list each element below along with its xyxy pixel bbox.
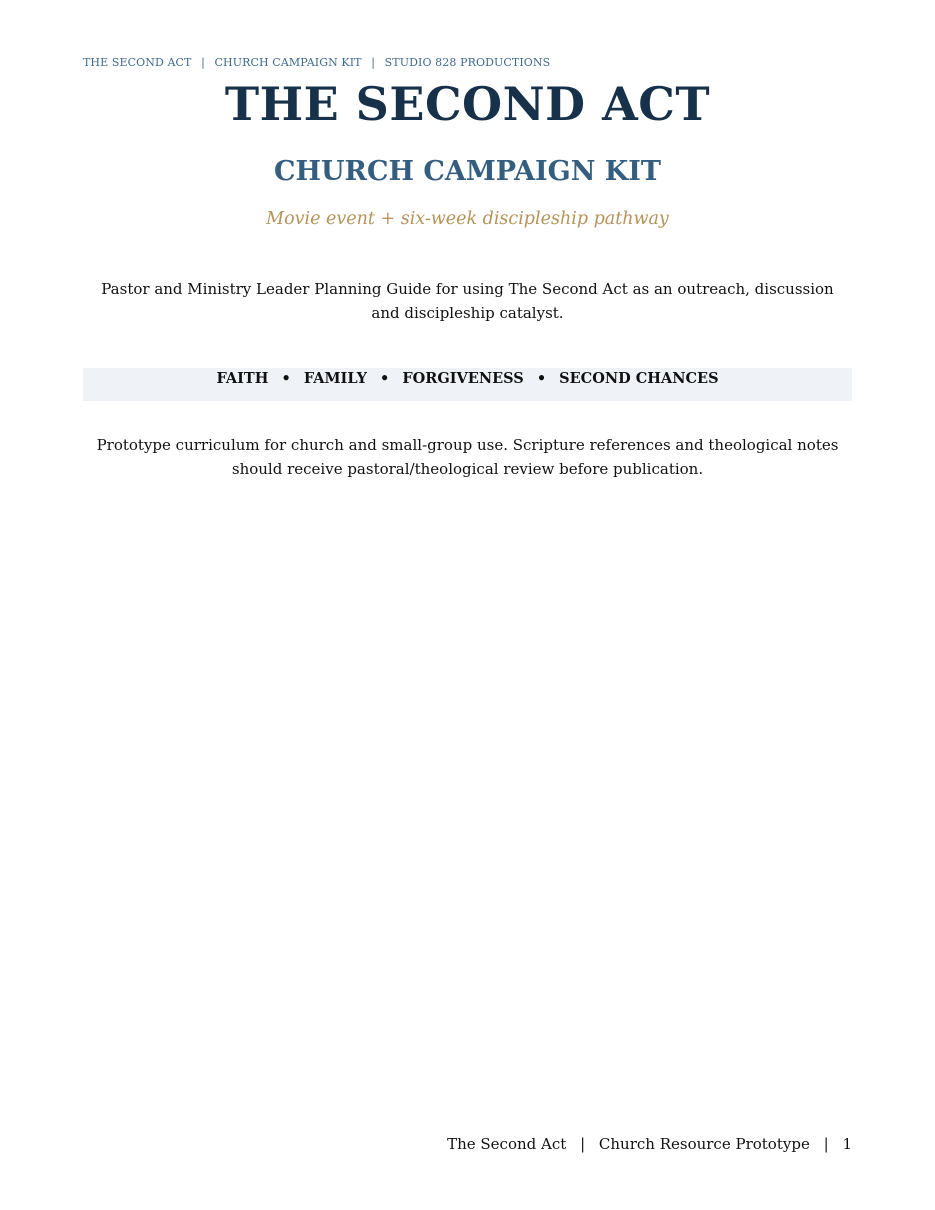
theme-separator: • <box>281 370 291 387</box>
theme-separator: • <box>536 370 547 387</box>
running-header <box>83 56 550 69</box>
document-subtitle: CHURCH CAMPAIGN KIT <box>274 156 661 187</box>
header-item-title: THE SECOND ACT <box>83 56 192 69</box>
footer-title: The Second Act <box>447 1135 567 1153</box>
footer-separator: | <box>823 1135 829 1153</box>
header-separator: | <box>201 56 205 69</box>
intro-paragraph: Pastor and Ministry Leader Planning Guide for using The Second Act as an outreach, discussion and discipleship catalyst. <box>101 280 834 322</box>
themes-band <box>83 368 852 401</box>
header-item-studio: STUDIO 828 PRODUCTIONS <box>384 56 551 69</box>
header-item-kit: CHURCH CAMPAIGN KIT <box>214 56 362 69</box>
document-title: THE SECOND ACT <box>224 77 711 131</box>
page-number: 1 <box>842 1135 852 1153</box>
review-note: Prototype curriculum for church and small-group use. Scripture references and theological notes should receive pastoral/theological review before publication. <box>96 436 839 478</box>
footer-separator: | <box>580 1135 586 1153</box>
footer-label: Church Resource Prototype <box>598 1135 810 1153</box>
theme-family: FAMILY <box>303 370 367 387</box>
theme-separator: • <box>380 370 390 387</box>
page-footer <box>447 1133 852 1155</box>
theme-forgiveness: FORGIVENESS <box>402 370 524 387</box>
theme-faith: FAITH <box>216 370 269 387</box>
header-separator: | <box>371 56 376 69</box>
document-tagline: Movie event + six-week discipleship pathway <box>266 209 669 229</box>
theme-second-chances: SECOND CHANCES <box>559 370 719 387</box>
document-page <box>83 0 852 1210</box>
